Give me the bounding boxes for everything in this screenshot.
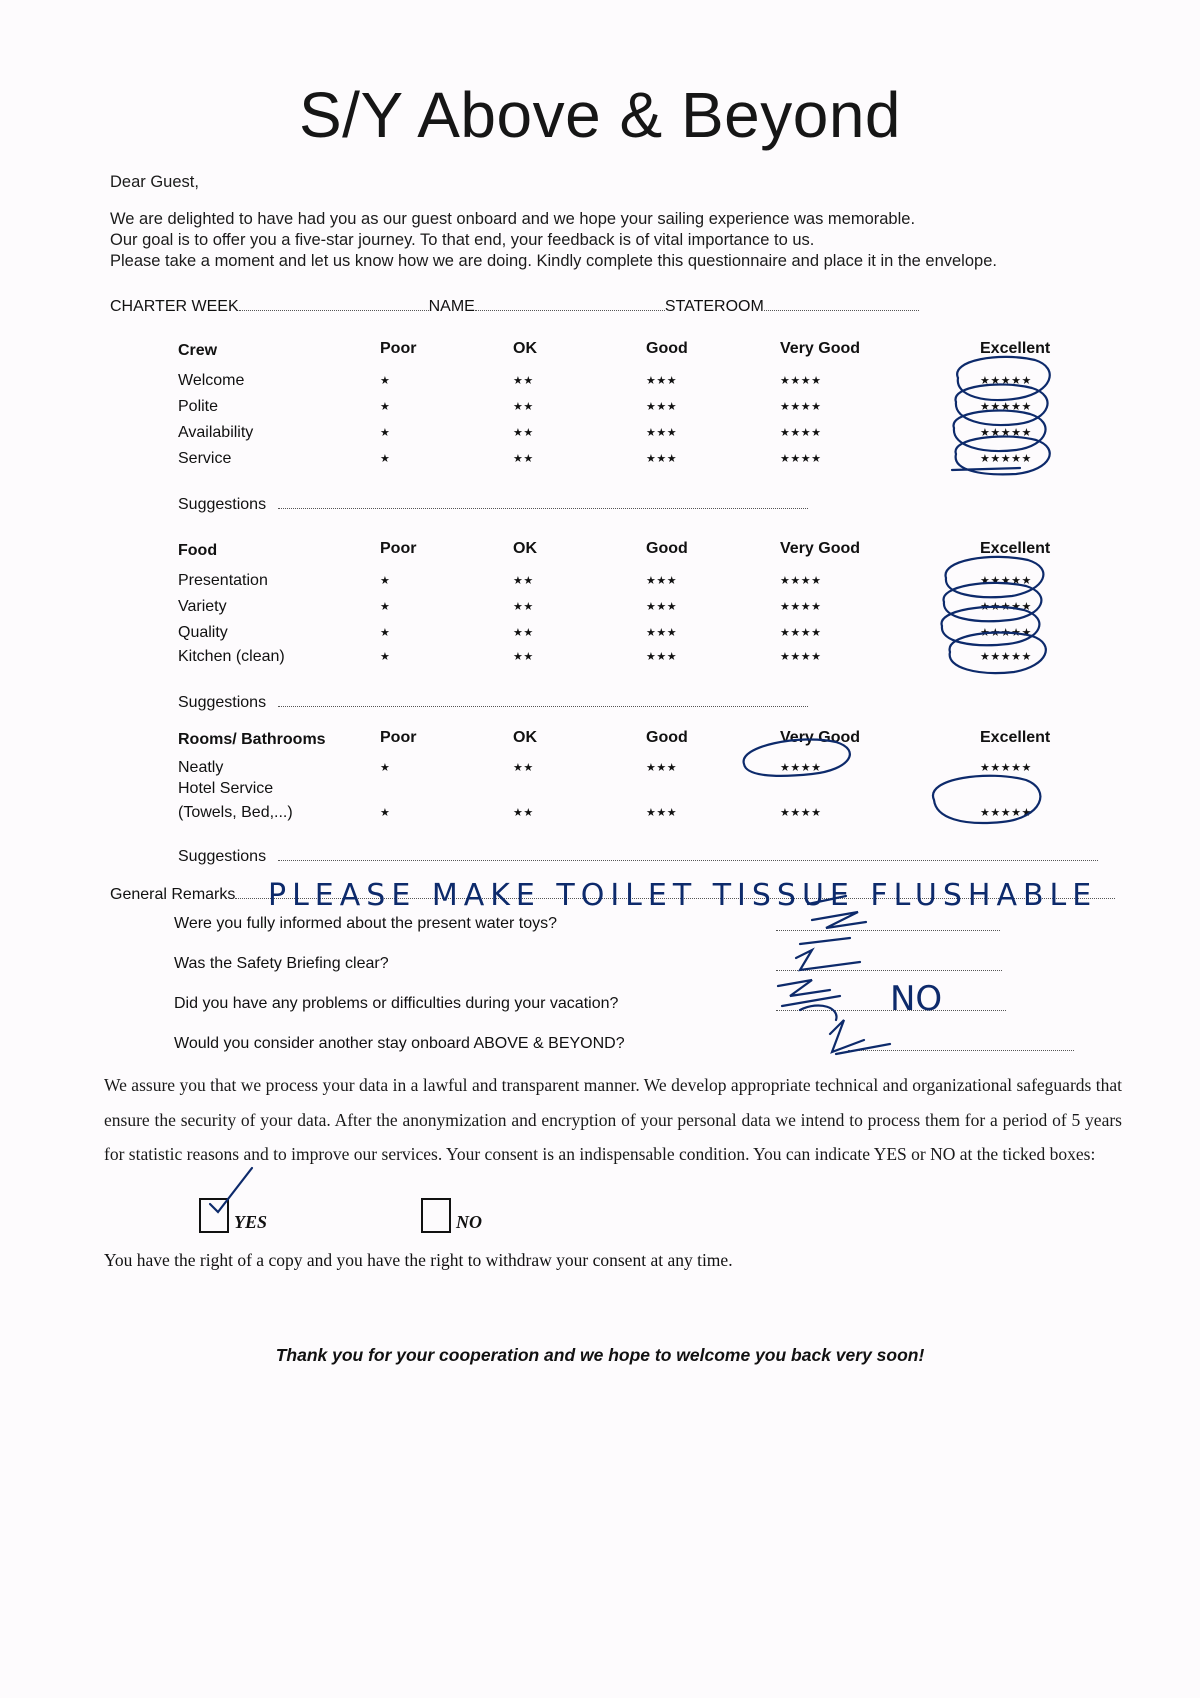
suggestions-field[interactable]: [278, 692, 808, 707]
closing-message: Thank you for your cooperation and we hope to welcome you back very soon!: [275, 1345, 925, 1365]
question-1: [174, 915, 557, 933]
rating-option-2-star[interactable]: ★★: [513, 375, 534, 387]
suggestions-label: Suggestions: [178, 496, 267, 513]
rating-option-3-star[interactable]: ★★★: [646, 627, 678, 639]
rights-text: You have the right of a copy and you have the right to withdraw your consent at any time.: [104, 1250, 733, 1270]
rating-option-4-star[interactable]: ★★★★: [780, 601, 822, 613]
intro-line-1: We are delighted to have had you as our guest onboard and we hope your sailing experience was memorable.: [110, 210, 916, 228]
rating-column-header: Very Good: [780, 540, 861, 557]
stateroom-label: STATEROOM: [664, 298, 764, 315]
question-3-text: Did you have any problems or difficulties during your vacation?: [174, 995, 619, 1012]
rating-option-1-star[interactable]: ★: [380, 627, 391, 639]
rating-option-4-star[interactable]: ★★★★: [780, 762, 822, 774]
rating-option-5-star[interactable]: ★★★★★: [980, 601, 1032, 613]
charter-week-label: CHARTER WEEK: [110, 298, 239, 315]
rating-column-header: Good: [646, 340, 688, 357]
rating-option-3-star[interactable]: ★★★: [646, 401, 678, 413]
rating-option-2-star[interactable]: ★★: [513, 807, 534, 819]
rating-option-1-star[interactable]: ★: [380, 427, 391, 439]
general-remarks-field[interactable]: [235, 884, 1115, 899]
consent-no-checkbox[interactable]: [421, 1198, 451, 1233]
section-title: Crew: [178, 342, 218, 359]
rating-option-4-star[interactable]: ★★★★: [780, 651, 822, 663]
criterion-label: Availability: [178, 424, 254, 441]
charter-week-field[interactable]: [239, 296, 429, 311]
rating-option-2-star[interactable]: ★★: [513, 651, 534, 663]
rating-column-header: Poor: [380, 340, 417, 357]
general-remarks-handwritten: PLEASE MAKE TOILET TISSUE FLUSHABLE: [268, 878, 1098, 913]
intro-line-3: Please take a moment and let us know how we are doing. Kindly complete this questionnaire and place it in the envelope.: [110, 252, 997, 270]
consent-yes-checkbox[interactable]: [199, 1198, 229, 1233]
section-title: Rooms/ Bathrooms: [178, 731, 326, 748]
rating-column-header: Poor: [380, 540, 417, 557]
question-4-answer-field[interactable]: [848, 1036, 1074, 1056]
rating-option-4-star[interactable]: ★★★★: [780, 453, 822, 465]
rating-option-3-star[interactable]: ★★★: [646, 651, 678, 663]
criterion-label: Hotel Service: [178, 780, 274, 797]
rating-option-1-star[interactable]: ★: [380, 762, 391, 774]
rating-option-5-star[interactable]: ★★★★★: [980, 453, 1032, 465]
suggestions-row: [178, 494, 808, 514]
name-label: NAME: [428, 298, 475, 315]
intro-line-2: Our goal is to offer you a five-star journey. To that end, your feedback is of vital importance to us.: [110, 231, 815, 249]
rating-column-header: OK: [513, 340, 537, 357]
rating-option-5-star[interactable]: ★★★★★: [980, 575, 1032, 587]
rating-column-header: Very Good: [780, 729, 861, 746]
consent-yes-label: YES: [234, 1212, 268, 1232]
criterion-label: Kitchen (clean): [178, 648, 285, 665]
rating-option-1-star[interactable]: ★: [380, 807, 391, 819]
question-2-answer-field[interactable]: [776, 956, 1002, 976]
greeting: Dear Guest,: [110, 173, 199, 191]
suggestions-field[interactable]: [278, 494, 808, 509]
suggestions-field[interactable]: [278, 846, 1098, 861]
rating-column-header: Good: [646, 540, 688, 557]
question-3: [174, 995, 618, 1013]
rating-option-2-star[interactable]: ★★: [513, 627, 534, 639]
rating-option-2-star[interactable]: ★★: [513, 601, 534, 613]
question-3-answer-field[interactable]: [776, 996, 1006, 1016]
suggestions-label: Suggestions: [178, 848, 267, 865]
rating-column-header: OK: [513, 540, 537, 557]
rating-option-1-star[interactable]: ★: [380, 601, 391, 613]
rating-option-1-star[interactable]: ★: [380, 575, 391, 587]
rating-option-5-star[interactable]: ★★★★★: [980, 807, 1032, 819]
consent-no-label: NO: [456, 1212, 482, 1232]
rating-option-3-star[interactable]: ★★★: [646, 601, 678, 613]
rating-column-header: Good: [646, 729, 688, 746]
rating-column-header: Very Good: [780, 340, 861, 357]
rating-option-5-star[interactable]: ★★★★★: [980, 627, 1032, 639]
rating-column-header: Excellent: [980, 729, 1051, 746]
rating-option-3-star[interactable]: ★★★: [646, 807, 678, 819]
question-4-text: Would you consider another stay onboard ABOVE & BEYOND?: [174, 1035, 625, 1052]
rating-option-3-star[interactable]: ★★★: [646, 762, 678, 774]
stateroom-field[interactable]: [764, 296, 919, 311]
criterion-label: Neatly: [178, 759, 224, 776]
rating-option-4-star[interactable]: ★★★★: [780, 427, 822, 439]
general-remarks: [110, 884, 1115, 904]
criterion-label: Presentation: [178, 572, 268, 589]
question-1-text: Were you fully informed about the present water toys?: [174, 915, 558, 932]
rating-option-2-star[interactable]: ★★: [513, 427, 534, 439]
rating-option-4-star[interactable]: ★★★★: [780, 575, 822, 587]
rating-option-4-star[interactable]: ★★★★: [780, 401, 822, 413]
rating-option-3-star[interactable]: ★★★: [646, 453, 678, 465]
rating-option-1-star[interactable]: ★: [380, 453, 391, 465]
rating-column-header: Poor: [380, 729, 417, 746]
question-3-handwritten-answer: NO: [890, 979, 943, 1019]
rating-option-5-star[interactable]: ★★★★★: [980, 762, 1032, 774]
rating-option-2-star[interactable]: ★★: [513, 401, 534, 413]
rating-option-4-star[interactable]: ★★★★: [780, 807, 822, 819]
rating-option-3-star[interactable]: ★★★: [646, 375, 678, 387]
rating-option-2-star[interactable]: ★★: [513, 575, 534, 587]
rating-option-2-star[interactable]: ★★: [513, 453, 534, 465]
rating-option-3-star[interactable]: ★★★: [646, 575, 678, 587]
rating-option-3-star[interactable]: ★★★: [646, 427, 678, 439]
rating-option-5-star[interactable]: ★★★★★: [980, 401, 1032, 413]
rating-option-1-star[interactable]: ★: [380, 401, 391, 413]
rating-option-2-star[interactable]: ★★: [513, 762, 534, 774]
section-title: Food: [178, 542, 218, 559]
header-fields: [110, 296, 919, 316]
question-2-text: Was the Safety Briefing clear?: [174, 955, 389, 972]
criterion-label: Quality: [178, 624, 228, 641]
rating-option-1-star[interactable]: ★: [380, 651, 391, 663]
rating-option-4-star[interactable]: ★★★★: [780, 627, 822, 639]
rating-option-5-star[interactable]: ★★★★★: [980, 375, 1032, 387]
name-field[interactable]: [475, 296, 665, 311]
criterion-label: Variety: [178, 598, 227, 615]
rating-option-5-star[interactable]: ★★★★★: [980, 651, 1032, 663]
suggestions-label: Suggestions: [178, 694, 267, 711]
criterion-label: Polite: [178, 398, 219, 415]
data-consent-text: We assure you that we process your data in a lawful and transparent manner. We develop appropriate technical and organizational safeguards that ensure the security of your data. After the anonymization and encryption of your personal data we intend to process them for a period of 5 years for statistic reasons and to improve our services. Your consent is an indispensable condition. You can indicate YES or NO at the ticked boxes:: [104, 1075, 1122, 1164]
criterion-label: (Towels, Bed,...): [178, 804, 293, 821]
rating-column-header: Excellent: [980, 340, 1051, 357]
rating-column-header: Excellent: [980, 540, 1051, 557]
rating-option-4-star[interactable]: ★★★★: [780, 375, 822, 387]
document-title: S/Y Above & Beyond: [298, 79, 902, 151]
question-2: [174, 955, 389, 973]
general-remarks-label: General Remarks: [110, 886, 236, 903]
question-1-answer-field[interactable]: [776, 916, 1000, 936]
criterion-label: Welcome: [178, 372, 245, 389]
rating-column-header: OK: [513, 729, 537, 746]
rating-option-1-star[interactable]: ★: [380, 375, 391, 387]
question-4: [174, 1035, 625, 1053]
suggestions-row: [178, 692, 808, 712]
criterion-label: Service: [178, 450, 232, 467]
rating-option-5-star[interactable]: ★★★★★: [980, 427, 1032, 439]
suggestions-row: [178, 846, 1098, 866]
